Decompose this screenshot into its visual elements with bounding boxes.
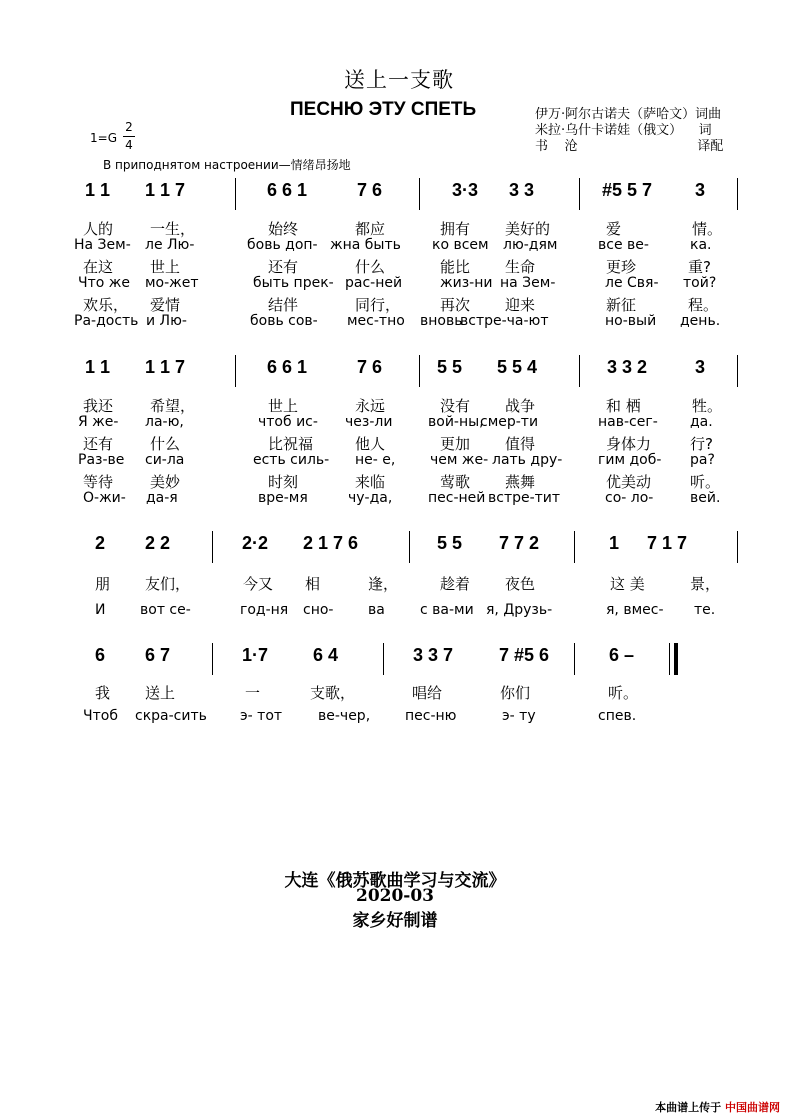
note-group: 1 1 7	[145, 180, 186, 200]
lyric: 比祝福	[268, 435, 314, 453]
lyric: 我	[95, 684, 111, 702]
lyric: жна быть	[330, 237, 401, 253]
lyric: чу-да,	[348, 490, 393, 506]
lyric: нав-сег-	[598, 414, 658, 430]
lyric: 爱情	[150, 296, 181, 314]
lyric: все ве-	[598, 237, 649, 253]
lyric: 送上	[145, 684, 176, 702]
lyric: 夜色	[505, 575, 536, 593]
lyric: 还有	[83, 435, 114, 453]
lyric: 他人	[355, 435, 386, 453]
lyric: ко всем	[432, 237, 489, 253]
score-system-1	[77, 180, 742, 210]
upload-note-text: 本曲谱上传于	[655, 1101, 722, 1114]
lyric: пес-ней	[428, 490, 486, 506]
lyric: смер-ти	[480, 414, 539, 430]
lyric: 欢乐，	[83, 296, 129, 314]
footer-author: 家乡好制谱	[352, 911, 438, 931]
lyric: встре-ча-ют	[460, 313, 549, 329]
barline	[212, 531, 213, 563]
lyric: 始终	[268, 220, 299, 238]
lyric: 新征	[606, 296, 637, 314]
site-logo[interactable]: 中国曲谱网	[725, 1101, 780, 1114]
lyric: 逢，	[368, 575, 399, 593]
lyric: На Зем-	[74, 237, 131, 253]
final-barline-thick	[674, 643, 678, 675]
lyric: год-ня	[240, 602, 289, 618]
lyric: на Зем-	[500, 275, 556, 291]
time-signature	[123, 120, 135, 153]
lyric: 都应	[355, 220, 386, 238]
notes-row	[77, 357, 742, 387]
lyric: ка.	[690, 237, 712, 253]
lyric: 朋	[95, 575, 111, 593]
note-group: 3 3 2	[607, 357, 648, 377]
barline	[212, 643, 213, 675]
lyric: Чтоб	[83, 708, 118, 724]
upload-note	[655, 1099, 780, 1115]
barline	[409, 531, 410, 563]
lyric: быть прек-	[253, 275, 334, 291]
lyric: Я же-	[78, 414, 119, 430]
lyric: 等待	[83, 473, 114, 491]
lyric: вей.	[690, 490, 721, 506]
note-group: 3·3	[452, 180, 479, 200]
lyric: 你们	[500, 684, 531, 702]
lyric: ве-чер,	[318, 708, 371, 724]
lyric: те.	[694, 602, 716, 618]
lyric: 友们，	[145, 575, 191, 593]
song-title-russian: ПЕСНЮ ЭТУ СПЕТЬ	[290, 99, 477, 120]
lyric: 和 栖	[606, 397, 641, 415]
time-signature-top: 2	[125, 120, 133, 134]
lyric: но-вый	[605, 313, 657, 329]
lyric: не- е,	[355, 452, 396, 468]
lyrics-system-1	[0, 218, 790, 330]
lyric: 牲。	[692, 397, 723, 415]
note-group: 1·7	[242, 645, 269, 665]
lyric: ле Свя-	[605, 275, 659, 291]
note-group: 1 1	[85, 180, 111, 200]
lyric: 拥有	[440, 220, 471, 238]
lyric: 相	[305, 575, 321, 593]
lyric: есть силь-	[253, 452, 330, 468]
footer-date: 2020-03	[355, 886, 435, 906]
lyric: 迎来	[505, 296, 536, 314]
lyric: да-я	[146, 490, 178, 506]
lyric: 时刻	[268, 473, 299, 491]
lyric: я, Друзь-	[486, 602, 553, 618]
lyric: со- ло-	[605, 490, 654, 506]
lyric: встре-тит	[488, 490, 561, 506]
lyric: ле Лю-	[145, 237, 195, 253]
lyric: ла-ю,	[145, 414, 184, 430]
score-system-3	[77, 533, 742, 563]
credits: 伊万·阿尔古诺夫（萨哈文）词曲 米拉·乌什卡诺娃（俄文） 词 书 沧 译配	[535, 107, 724, 154]
lyric: пес-ню	[405, 708, 457, 724]
lyric: 听。	[690, 473, 721, 491]
lyric: чез-ли	[345, 414, 393, 430]
lyric: 这 美	[610, 575, 645, 593]
barline	[737, 178, 738, 210]
lyric: гим доб-	[598, 452, 662, 468]
lyric: 优美动	[606, 473, 652, 491]
note-group: 1 1	[85, 357, 111, 377]
note-group: 7 6	[357, 357, 383, 377]
lyric: мес-тно	[347, 313, 405, 329]
note-group: 6 4	[313, 645, 339, 665]
lyric: 听。	[608, 684, 639, 702]
note-group: 1 1 7	[145, 357, 186, 377]
lyric: ва	[368, 602, 385, 618]
note-group: 5 5	[437, 357, 463, 377]
lyric: 景，	[690, 575, 721, 593]
score-system-4	[77, 645, 742, 675]
barline	[737, 355, 738, 387]
lyric: 更加	[440, 435, 471, 453]
lyric: 身体力	[606, 435, 652, 453]
lyric: и Лю-	[146, 313, 187, 329]
note-group: 2 2	[145, 533, 171, 553]
lyric: 今又	[243, 575, 274, 593]
note-group: 3 3	[509, 180, 535, 200]
barline	[383, 643, 384, 675]
lyric: той?	[683, 275, 717, 291]
lyric: 值得	[505, 435, 536, 453]
barline	[235, 355, 236, 387]
lyric: 再次	[440, 296, 471, 314]
lyric: э- ту	[502, 708, 536, 724]
note-group: 6 –	[609, 645, 635, 665]
lyric: вре-мя	[258, 490, 308, 506]
note-group: 5 5	[437, 533, 463, 553]
lyric: мо-жет	[145, 275, 199, 291]
lyric: лю-дям	[503, 237, 558, 253]
lyric: 世上	[150, 258, 181, 276]
lyric: си-ла	[145, 452, 185, 468]
note-group: 6	[95, 645, 106, 665]
lyric: 我还	[83, 397, 114, 415]
lyric: 世上	[268, 397, 299, 415]
lyric: 生命	[505, 258, 536, 276]
lyric: И	[95, 602, 106, 618]
lyric: Ра-дость	[74, 313, 139, 329]
notes-row	[77, 533, 742, 563]
lyric: О-жи-	[83, 490, 126, 506]
lyric: 没有	[440, 397, 471, 415]
notes-row	[77, 180, 742, 210]
note-group: 2·2	[242, 533, 269, 553]
footer-source: 大连《俄苏歌曲学习与交流》	[284, 871, 506, 891]
lyric: спев.	[598, 708, 637, 724]
notes-row	[77, 645, 742, 675]
lyrics-system-3	[0, 573, 790, 623]
barline	[574, 643, 575, 675]
note-group: 5 5 4	[497, 357, 538, 377]
score-system-2	[77, 357, 742, 387]
mood-marking: В приподнятом настроении—情绪昂扬地	[103, 158, 351, 172]
barline	[419, 355, 420, 387]
lyric: жиз-ни	[440, 275, 493, 291]
note-group: 6 6 1	[267, 357, 308, 377]
lyric: скра-сить	[135, 708, 207, 724]
note-group: 7 7 2	[499, 533, 540, 553]
note-group: #5 5 7	[602, 180, 653, 200]
note-group: 6 7	[145, 645, 171, 665]
lyric: лать дру-	[492, 452, 563, 468]
note-group: 6 6 1	[267, 180, 308, 200]
note-group: 7 #5 6	[499, 645, 550, 665]
lyric: 在这	[83, 258, 114, 276]
time-signature-bottom: 4	[125, 138, 133, 152]
lyric: 还有	[268, 258, 299, 276]
lyric: 行?	[690, 435, 713, 453]
lyric: бовь доп-	[247, 237, 318, 253]
note-group: 3 3 7	[413, 645, 454, 665]
lyric: чем же-	[430, 452, 489, 468]
lyric: 什么	[355, 258, 386, 276]
lyric: 唱给	[412, 684, 443, 702]
lyric: 情。	[692, 220, 723, 238]
lyric: 人的	[83, 220, 114, 238]
lyric: 趁着	[440, 575, 471, 593]
lyric: я, вмес-	[606, 602, 664, 618]
barline	[574, 531, 575, 563]
lyric: вновь	[420, 313, 463, 329]
lyric: бовь сов-	[250, 313, 318, 329]
lyric: э- тот	[240, 708, 283, 724]
lyric: сно-	[303, 602, 334, 618]
barline	[579, 355, 580, 387]
lyric: 爱	[606, 220, 622, 238]
lyric: 希望，	[150, 397, 196, 415]
time-signature-line	[123, 136, 135, 137]
lyrics-system-4	[0, 682, 790, 732]
lyric: 一	[245, 684, 261, 702]
lyric: 支歌，	[310, 684, 356, 702]
lyric: 燕舞	[505, 473, 536, 491]
lyric: Что же	[78, 275, 130, 291]
lyric: 同行，	[355, 296, 401, 314]
note-group: 2	[95, 533, 106, 553]
note-group: 3	[695, 357, 706, 377]
lyric: да.	[690, 414, 713, 430]
lyric: рас-ней	[345, 275, 403, 291]
lyric: чтоб ис-	[258, 414, 318, 430]
lyric: с ва-ми	[420, 602, 474, 618]
lyric: 重?	[688, 258, 711, 276]
lyric: 美好的	[505, 220, 551, 238]
lyric: вой-ны,	[428, 414, 484, 430]
lyric: ра?	[690, 452, 715, 468]
note-group: 7 6	[357, 180, 383, 200]
final-barline-thin	[669, 643, 670, 675]
note-group: 3	[695, 180, 706, 200]
note-group: 2 1 7 6	[303, 533, 359, 553]
lyric: 永远	[355, 397, 386, 415]
lyric: 来临	[355, 473, 386, 491]
lyrics-system-2	[0, 395, 790, 507]
lyric: 程。	[688, 296, 719, 314]
lyric: 莺歌	[440, 473, 471, 491]
lyric: 更珍	[606, 258, 637, 276]
note-group: 1	[609, 533, 620, 553]
barline	[235, 178, 236, 210]
note-group: 7 1 7	[647, 533, 688, 553]
barline	[419, 178, 420, 210]
lyric: 美妙	[150, 473, 181, 491]
key-signature: 1=G	[90, 131, 117, 145]
barline	[737, 531, 738, 563]
lyric: 战争	[505, 397, 536, 415]
lyric: 能比	[440, 258, 471, 276]
lyric: 结伴	[268, 296, 299, 314]
lyric: Раз-ве	[78, 452, 125, 468]
song-title-chinese: 送上一支歌	[344, 68, 454, 92]
lyric: вот се-	[140, 602, 191, 618]
lyric: день.	[680, 313, 721, 329]
lyric: 一生，	[150, 220, 196, 238]
lyric: 什么	[150, 435, 181, 453]
barline	[579, 178, 580, 210]
